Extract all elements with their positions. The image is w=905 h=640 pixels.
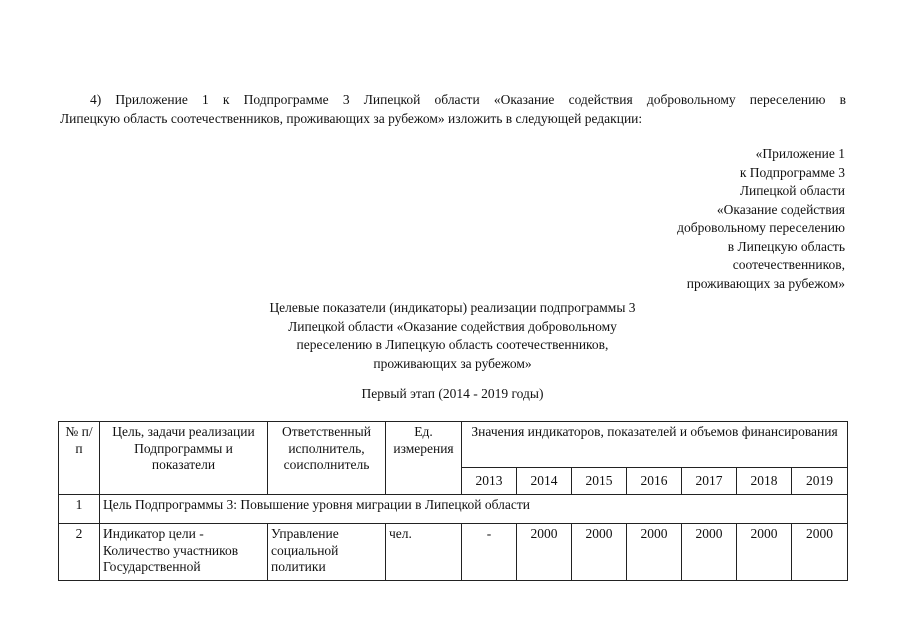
year-cell: 2018: [737, 468, 792, 495]
table-title-line: Липецкой области «Оказание содействия добровольному: [288, 318, 617, 334]
intro-paragraph: [60, 90, 846, 128]
stage-subtitle: Первый этап (2014 - 2019 годы): [361, 386, 544, 401]
appendix-header: [545, 145, 845, 293]
intro-line-1: 4) Приложение 1 к Подпрограмме 3 Липецкой области «Оказание содействия добровольному переселению в: [90, 92, 846, 107]
appendix-line: «Оказание содействия: [716, 201, 845, 217]
indicator-value: 2000: [517, 524, 572, 581]
indicator-value: 2000: [737, 524, 792, 581]
header-unit: Ед. измерения: [386, 422, 462, 495]
appendix-line: в Липецкую область: [727, 238, 845, 254]
indicator-value: -: [462, 524, 517, 581]
indicator-value: 2000: [682, 524, 737, 581]
appendix-line: добровольному переселению: [677, 220, 845, 235]
indicator-value: 2000: [792, 524, 848, 581]
table-title-line: Целевые показатели (индикаторы) реализации подпрограммы 3: [269, 300, 636, 315]
table-row-indicator: [59, 524, 848, 581]
intro-line-2: Липецкую область соотечественников, проживающих за рубежом» изложить в следующей редакции:: [60, 111, 643, 126]
table-title: [0, 299, 905, 373]
year-cell: 2017: [682, 468, 737, 495]
table-row-goal: [59, 495, 848, 524]
indicator-responsible: Управление социальной политики: [268, 524, 386, 581]
appendix-line: Липецкой области: [739, 183, 845, 198]
appendix-line: «Приложение 1: [755, 146, 845, 161]
table-header-row: [59, 422, 848, 468]
header-responsible: Ответственный исполнитель, соисполнитель: [268, 422, 386, 495]
appendix-line: проживающих за рубежом»: [686, 275, 845, 291]
indicators-table: [58, 421, 848, 581]
row-num: 1: [59, 495, 100, 524]
year-cell: 2016: [627, 468, 682, 495]
indicator-value: 2000: [572, 524, 627, 581]
appendix-line: к Подпрограмме 3: [739, 164, 845, 180]
indicator-unit: чел.: [386, 524, 462, 581]
indicator-name: Индикатор цели - Количество участников Государственной: [100, 524, 268, 581]
year-cell: 2015: [572, 468, 627, 495]
row-num: 2: [59, 524, 100, 581]
year-cell: 2014: [517, 468, 572, 495]
table-title-line: проживающих за рубежом»: [373, 355, 532, 371]
header-num: № п/п: [59, 422, 100, 495]
header-goal: Цель, задачи реализации Подпрограммы и показатели: [100, 422, 268, 495]
indicator-value: 2000: [627, 524, 682, 581]
year-cell: 2013: [462, 468, 517, 495]
header-values: Значения индикаторов, показателей и объемов финансирования: [462, 422, 848, 468]
goal-text: Цель Подпрограммы 3: Повышение уровня миграции в Липецкой области: [100, 495, 848, 524]
appendix-line: соотечественников,: [732, 257, 845, 272]
year-cell: 2019: [792, 468, 848, 495]
table-title-line: переселению в Липецкую область соотечественников,: [296, 337, 609, 352]
